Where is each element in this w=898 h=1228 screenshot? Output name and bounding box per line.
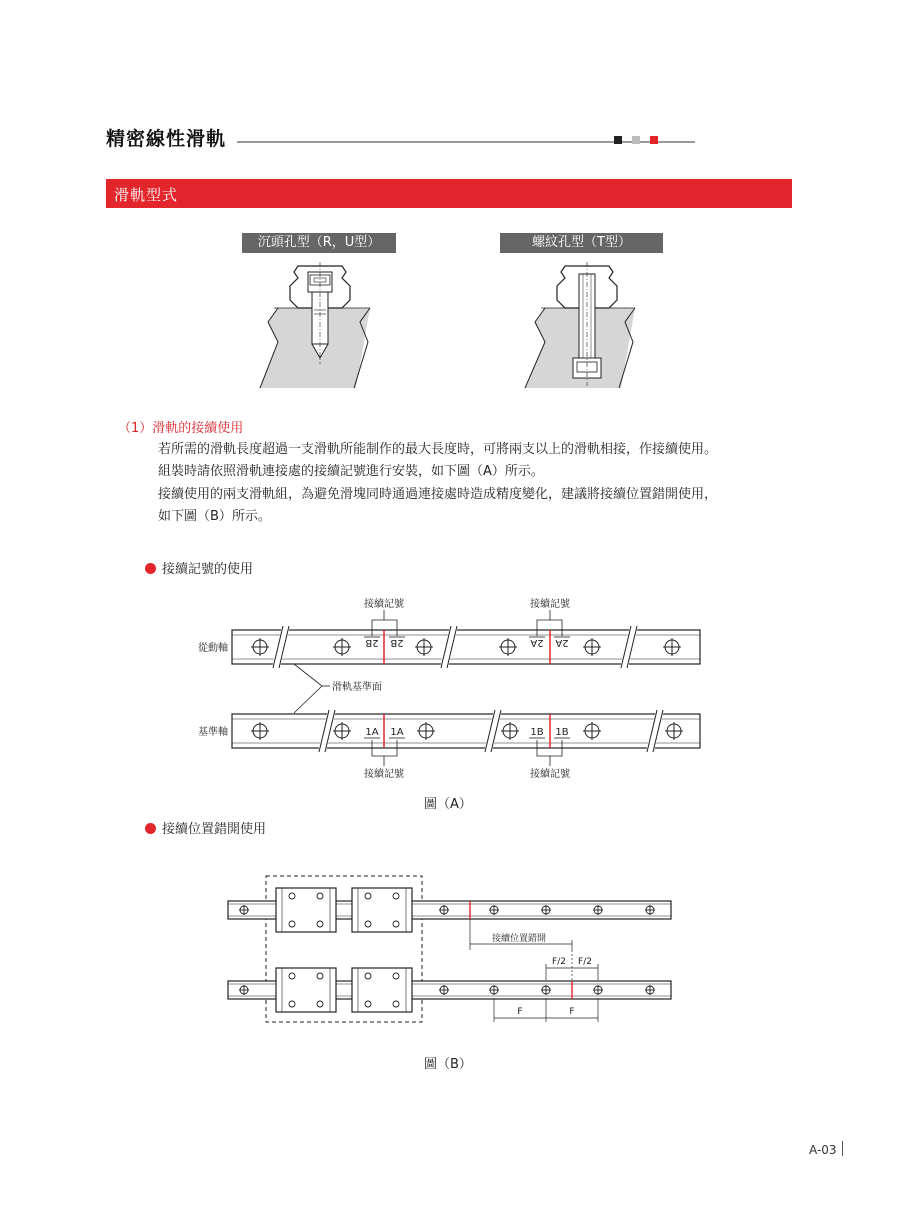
mark-2b-right: 2B [390, 637, 404, 648]
full-f-right: F [569, 1007, 575, 1017]
figure-b-bullet [145, 818, 266, 837]
mark-2a-right: 2A [555, 637, 569, 648]
reference-surface-label: 滑軌基準面 [332, 682, 382, 693]
counterbore-section-diagram [250, 262, 390, 392]
offset-label: 接續位置錯開 [492, 934, 547, 944]
mark-1a-right: 1A [390, 727, 404, 738]
rail-master-label: 基準軸 [198, 727, 228, 738]
mark-2b-left: 2B [365, 637, 379, 648]
tapped-section-diagram [515, 262, 655, 392]
body-line-4: 如下圖（B）所示。 [158, 509, 271, 524]
full-f-left: F [517, 1007, 523, 1017]
rail-slave-label: 從動軸 [198, 643, 228, 654]
body-line-1: 若所需的滑軌長度超過一支滑軌所能制作的最大長度時，可將兩支以上的滑軌相接，作接續使用。 [158, 442, 718, 457]
mark-label-bottom-left: 接續記號 [364, 769, 404, 780]
half-f-right: F/2 [578, 957, 592, 967]
header-square-gray [632, 136, 640, 144]
mark-1a-left: 1A [365, 727, 379, 738]
counterbore-type-label: 沉頭孔型（R，U型） [242, 233, 396, 253]
mark-1b-left: 1B [530, 727, 544, 738]
header-square-dark [614, 136, 622, 144]
bullet-dot-icon [145, 563, 156, 574]
body-line-3: 接續使用的兩支滑軌組，為避免滑塊同時通過連接處時造成精度變化，建議將接續位置錯開使用， [158, 487, 718, 502]
page-number-bar [842, 1141, 843, 1156]
figure-b-heading: 接續位置錯開使用 [162, 822, 267, 837]
subsection-title: （1）滑軌的接續使用 [118, 421, 244, 436]
mark-label-top-left: 接續記號 [364, 599, 404, 610]
bullet-dot-icon [145, 823, 156, 834]
section-banner [106, 179, 792, 208]
mark-2a-left: 2A [530, 637, 544, 648]
page-number: A-03 [809, 1143, 837, 1157]
figure-b-diagram [222, 868, 678, 1028]
page-title: 精密線性滑軌 [106, 128, 227, 150]
figure-b-caption: 圖（B） [424, 1057, 472, 1072]
header-square-red [650, 136, 658, 144]
mark-1b-right: 1B [555, 727, 569, 738]
figure-a-caption: 圖（A） [424, 797, 472, 812]
figure-a-heading: 接續記號的使用 [162, 562, 254, 577]
tapped-type-label: 螺紋孔型（T型） [500, 233, 663, 253]
figure-a-bullet [145, 558, 253, 577]
section-title: 滑軌型式 [114, 186, 179, 204]
title-rule [237, 141, 695, 143]
body-line-2: 組裝時請依照滑軌連接處的接續記號進行安裝，如下圖（A）所示。 [158, 464, 544, 479]
mark-label-bottom-right: 接續記號 [530, 769, 570, 780]
mark-label-top-right: 接續記號 [530, 599, 570, 610]
figure-a-diagram [190, 592, 710, 787]
half-f-left: F/2 [552, 957, 566, 967]
